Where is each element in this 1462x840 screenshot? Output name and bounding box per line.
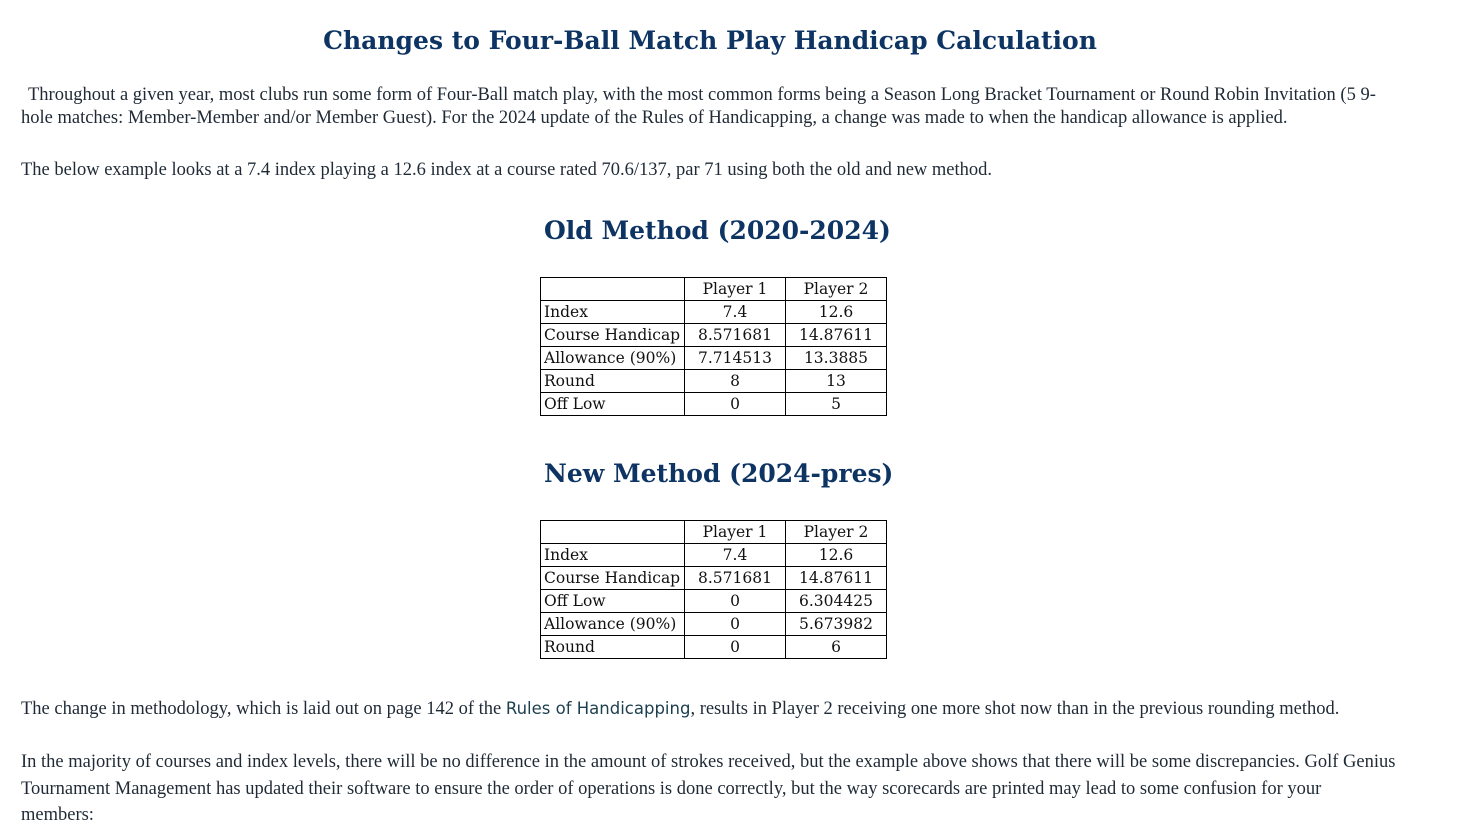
player-2-value: 12.6 [786,301,887,324]
player-2-value: 13 [786,370,887,393]
player-1-value: 8.571681 [685,567,786,590]
new-method-table [540,520,887,659]
player-1-value: 7.4 [685,301,786,324]
player-2-value: 12.6 [786,544,887,567]
player-1-value: 7.714513 [685,347,786,370]
row-label: Allowance (90%) [541,347,685,370]
table-row [541,393,887,416]
player-2-value: 6.304425 [786,590,887,613]
row-label: Allowance (90%) [541,613,685,636]
row-label: Round [541,370,685,393]
old-method-heading: Old Method (2020-2024) [544,216,891,245]
intro-paragraph: Throughout a given year, most clubs run some form of Four-Ball match play, with the most common forms being a Season Long Bracket Tournament or Round Robin Invitation (5 9-hole matches: Member-Member and/or Member Guest). For the 2024 update of the Rules of Handicapping, a change was made to when the handicap allowance is applied. [21,85,1376,128]
row-label: Index [541,301,685,324]
row-label: Course Handicap [541,567,685,590]
methodology-text-before: The change in methodology, which is laid out on page 142 of the [21,699,506,719]
table-row [541,590,887,613]
methodology-text-after: , results in Player 2 receiving one more shot now than in the previous rounding method. [690,699,1340,719]
player-2-value: 6 [786,636,887,659]
table-row [541,324,887,347]
row-label: Off Low [541,393,685,416]
column-header-player-1: Player 1 [685,278,786,301]
row-label: Round [541,636,685,659]
player-1-value: 0 [685,590,786,613]
old-method-table [540,277,887,416]
methodology-paragraph [21,697,1401,721]
player-2-value: 13.3885 [786,347,887,370]
row-label: Index [541,544,685,567]
table-row [541,567,887,590]
player-2-value: 5.673982 [786,613,887,636]
row-label: Off Low [541,590,685,613]
player-2-value: 14.87611 [786,567,887,590]
column-header-player-2: Player 2 [786,278,887,301]
table-row [541,347,887,370]
discrepancy-paragraph: In the majority of courses and index levels, there will be no difference in the amount of strokes received, but the example above shows that there will be some discrepancies. Golf Genius Tournament Management has updated their software to ensure the order of operations is done correctly, but the way scorecards are printed may lead to some confusion for your members: [21,752,1396,825]
column-header-player-1: Player 1 [685,521,786,544]
player-1-value: 0 [685,613,786,636]
table-row [541,370,887,393]
player-1-value: 0 [685,393,786,416]
table-header-row [541,521,887,544]
player-2-value: 5 [786,393,887,416]
table-row [541,613,887,636]
table-row [541,544,887,567]
player-1-value: 0 [685,636,786,659]
page-title: Changes to Four-Ball Match Play Handicap Calculation [323,26,1097,55]
table-corner-cell [541,521,685,544]
table-row [541,636,887,659]
player-2-value: 14.87611 [786,324,887,347]
table-corner-cell [541,278,685,301]
column-header-player-2: Player 2 [786,521,887,544]
table-header-row [541,278,887,301]
row-label: Course Handicap [541,324,685,347]
player-1-value: 8 [685,370,786,393]
player-1-value: 8.571681 [685,324,786,347]
player-1-value: 7.4 [685,544,786,567]
rules-of-handicapping-link[interactable]: Rules of Handicapping [505,699,691,718]
example-paragraph: The below example looks at a 7.4 index playing a 12.6 index at a course rated 70.6/137, par 71 using both the old and new method. [21,160,993,180]
new-method-heading: New Method (2024-pres) [544,459,894,488]
table-row [541,301,887,324]
